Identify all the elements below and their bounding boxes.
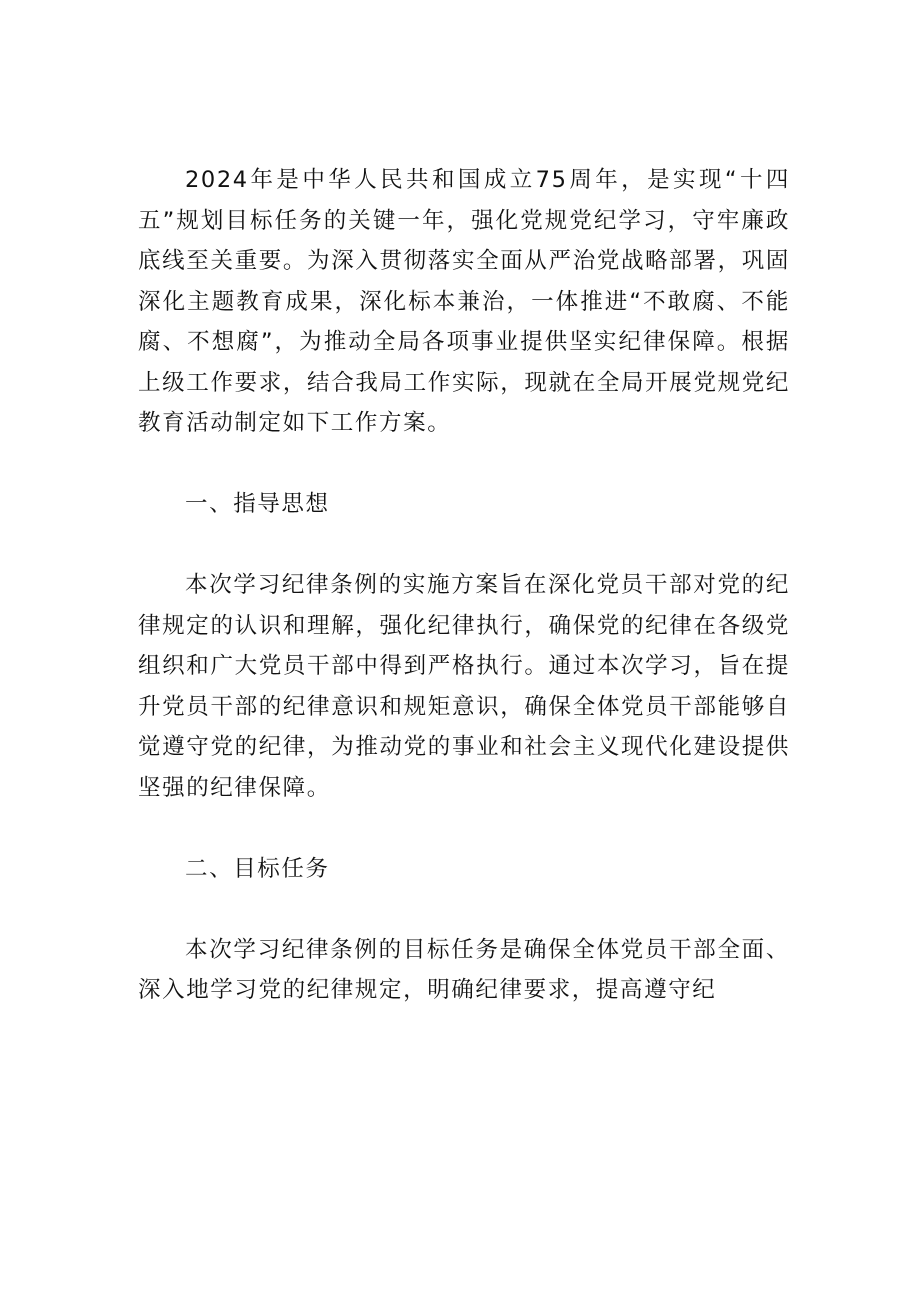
paragraph-spacer <box>138 808 790 849</box>
paragraph-spacer <box>138 444 790 485</box>
document-body <box>138 160 790 1011</box>
section-paragraph-goals-tasks: 本次学习纪律条例的目标任务是确保全体党员干部全面、深入地学习党的纪律规定，明确纪律要求，提高遵守纪 <box>138 936 790 1003</box>
intro-paragraph: 2024年是中华人民共和国成立75周年，是实现“十四五”规划目标任务的关键一年，强化党规党纪学习，守牢廉政底线至关重要。为深入贯彻落实全面从严治党战略部署，巩固深化主题教育成果，深化标本兼治，一体推进“不敢腐、不能腐、不想腐”，为推动全局各项事业提供坚实纪律保障。根据上级工作要求，结合我局工作实际，现就在全局开展党规党纪教育活动制定如下工作方案。 <box>138 167 790 436</box>
paragraph-spacer <box>138 889 790 930</box>
paragraph-spacer <box>138 525 790 566</box>
section-paragraph-guiding-ideology: 本次学习纪律条例的实施方案旨在深化党员干部对党的纪律规定的认识和理解，强化纪律执行，确保党的纪律在各级党组织和广大党员干部中得到严格执行。通过本次学习，旨在提升党员干部的纪律意识和规矩意识，确保全体党员干部能够自觉遵守党的纪律，为推动党的事业和社会主义现代化建设提供坚强的纪律保障。 <box>138 572 790 801</box>
section-heading-goals-tasks: 二、目标任务 <box>185 855 330 882</box>
section-heading-guiding-ideology: 一、指导思想 <box>185 491 330 517</box>
